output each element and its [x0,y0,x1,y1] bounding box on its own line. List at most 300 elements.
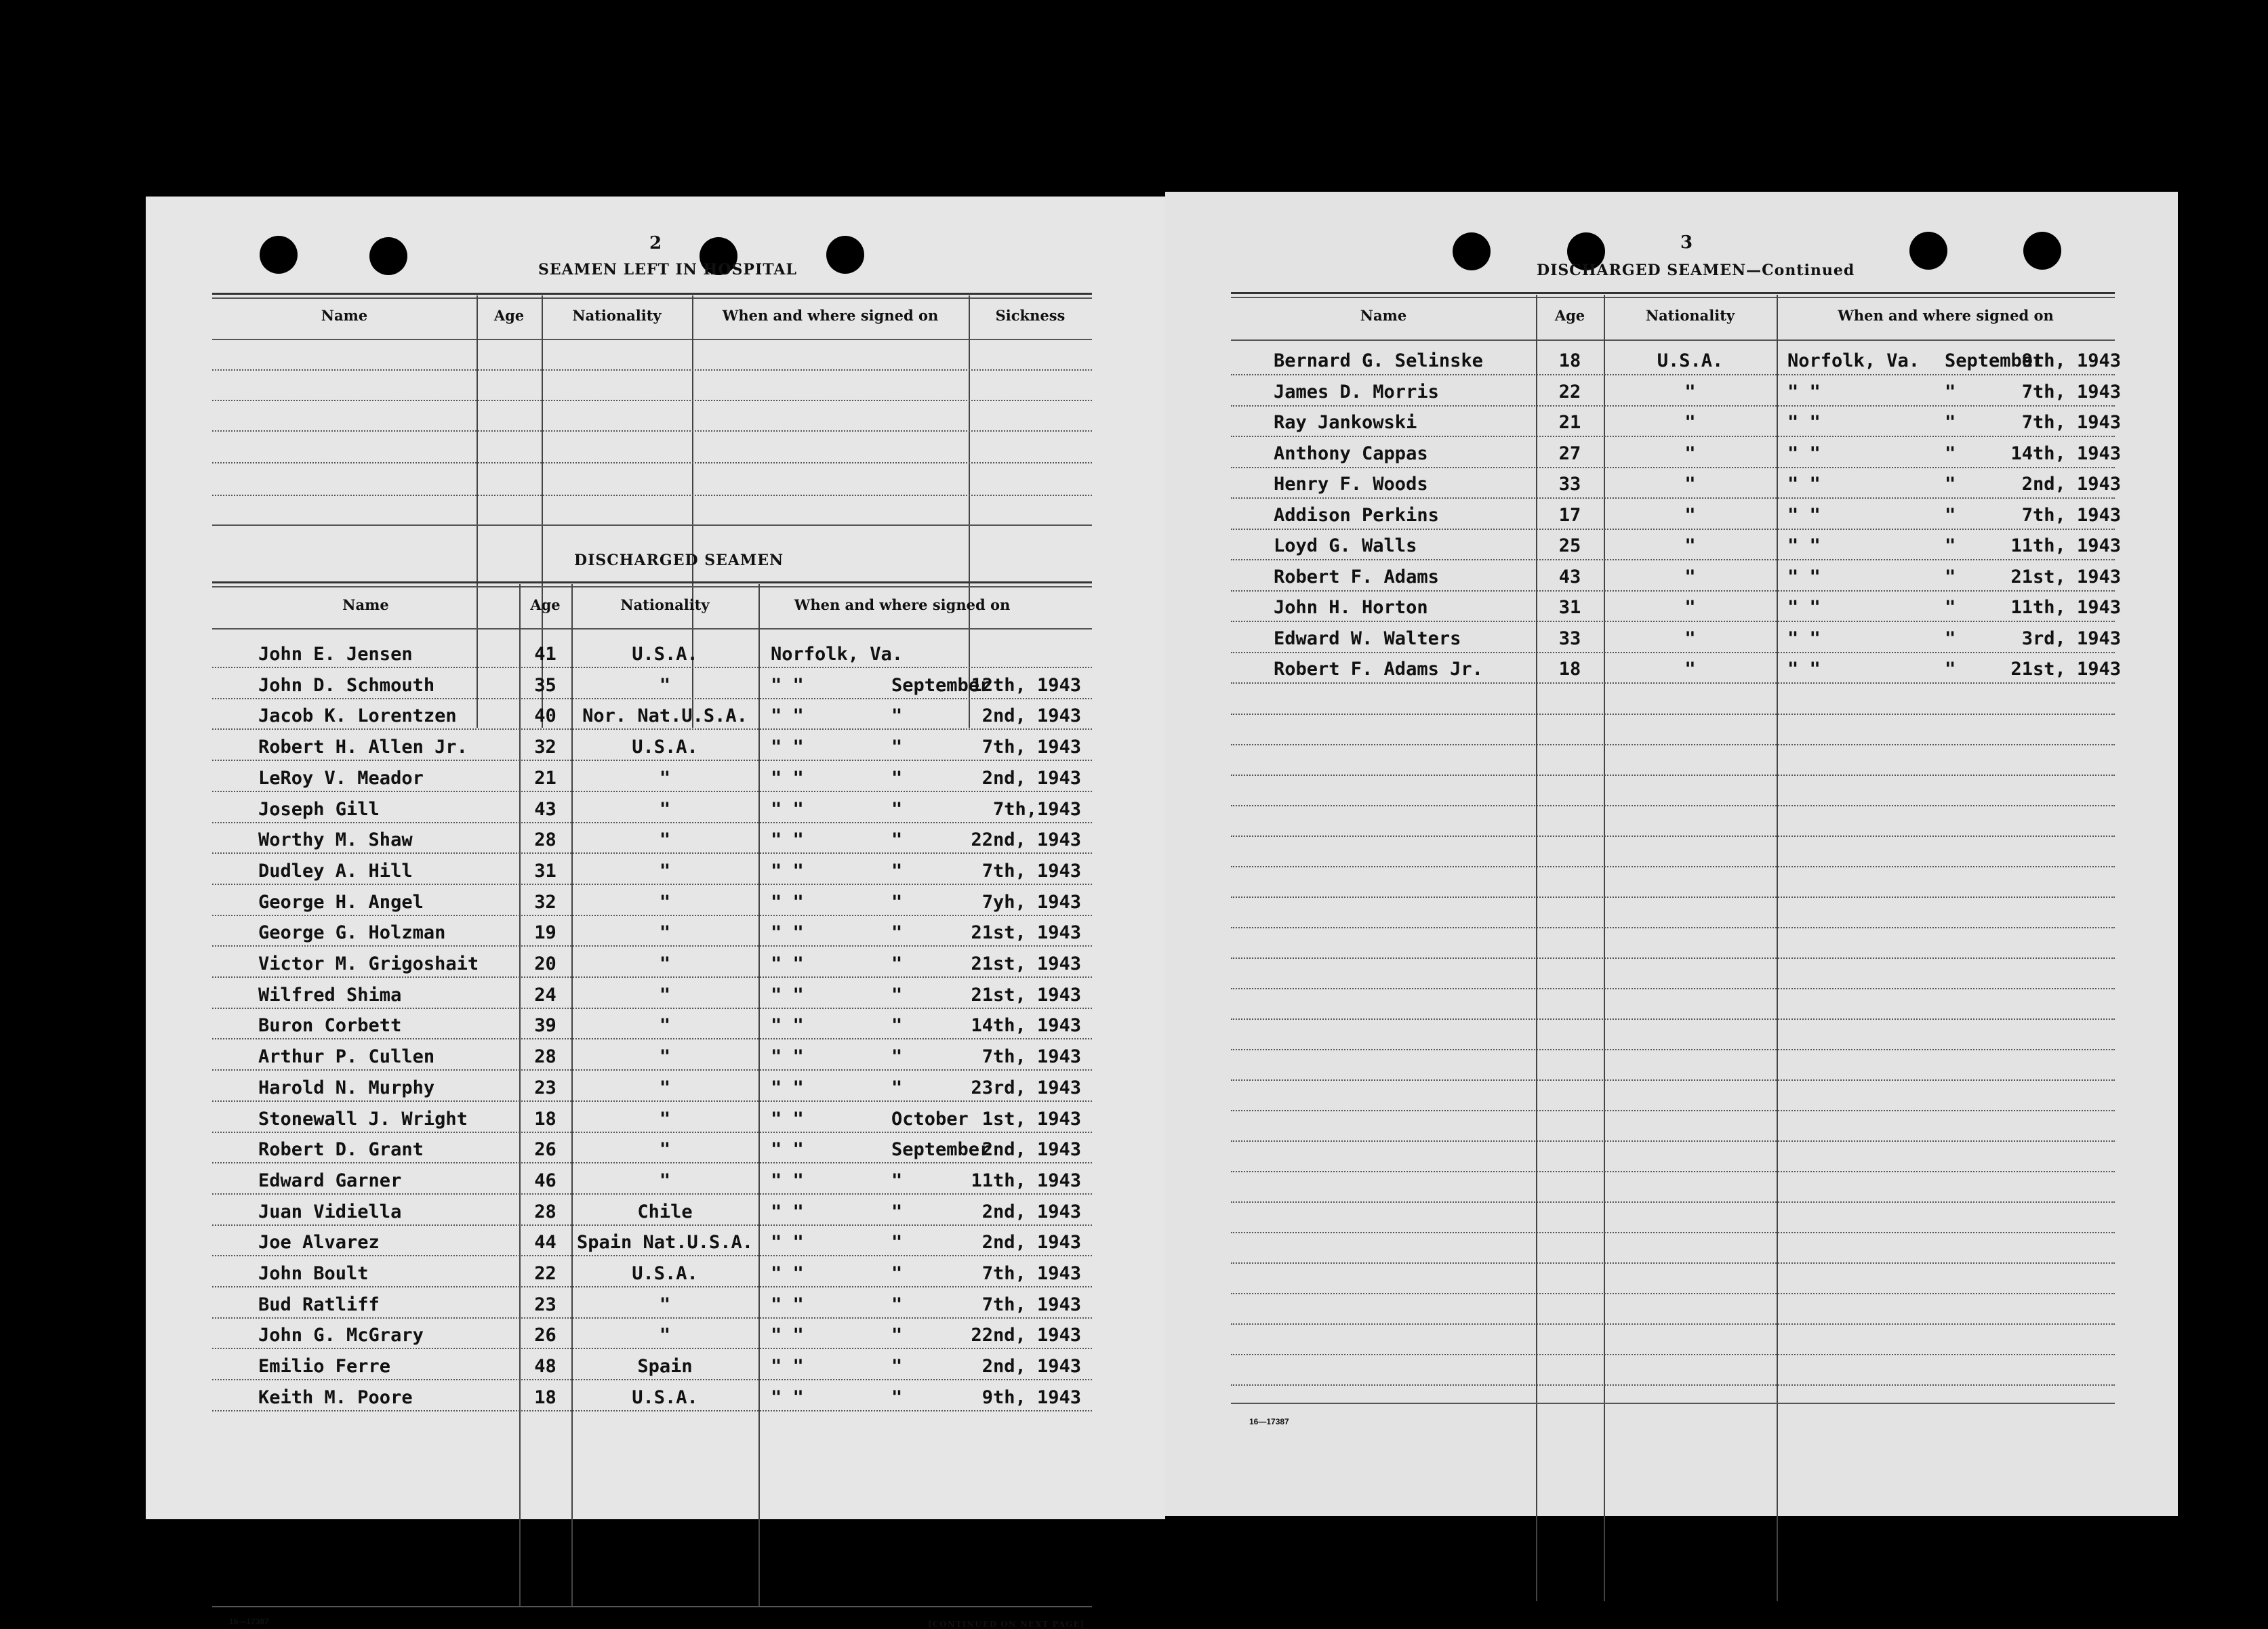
signed-on-month: " [891,737,903,758]
seaman-name: John Boult [258,1263,369,1284]
seaman-name: Joe Alvarez [258,1232,380,1253]
signed-on-date: 7yh, 1943 [981,892,1081,913]
seaman-age: 44 [534,1232,556,1253]
ruled-line [212,1132,1092,1133]
discharged-continued-title: DISCHARGED SEAMEN—Continued [1537,262,1855,279]
seaman-age: 33 [1558,628,1581,649]
seaman-age: 27 [1558,443,1581,464]
seaman-nationality: " [1684,628,1696,649]
seaman-age: 32 [534,892,556,913]
column-divider [969,295,970,728]
signed-on-place: " " [1787,659,1821,680]
ruled-line [212,915,1092,916]
ruled-line [1231,1323,2115,1325]
seaman-age: 28 [534,1046,556,1067]
signed-on-place: " " [771,1294,804,1315]
seaman-name: Addison Perkins [1274,505,1439,526]
signed-on-place: " " [1787,382,1821,403]
signed-on-place: " " [771,737,804,758]
seaman-nationality: Nor. Nat.U.S.A. [582,705,748,726]
signed-on-date: 7th, 1943 [2021,412,2121,433]
signed-on-date: 21st, 1943 [2010,659,2121,680]
seaman-nationality: U.S.A. [632,1263,698,1284]
signed-on-place: " " [771,953,804,974]
signed-on-date: 21st, 1943 [971,985,1081,1006]
signed-on-month: " [891,829,903,850]
seaman-name: Robert H. Allen Jr. [258,737,468,758]
seaman-age: 23 [534,1077,556,1098]
ruled-line [212,1008,1092,1009]
seaman-nationality: " [1684,474,1696,495]
signed-on-place: " " [1787,443,1821,464]
seaman-age: 32 [534,737,556,758]
table-rule [212,297,1092,299]
seaman-nationality: U.S.A. [1657,350,1724,371]
signed-on-place: " " [1787,628,1821,649]
seaman-nationality: Spain [637,1356,693,1377]
signed-on-month: " [891,953,903,974]
signed-on-month: " [1945,505,1956,526]
seaman-nationality: " [1684,566,1696,587]
seaman-age: 48 [534,1356,556,1377]
signed-on-place: " " [771,1077,804,1098]
seaman-age: 23 [534,1294,556,1315]
signed-on-month: " [1945,597,1956,618]
signed-on-month: " [1945,566,1956,587]
ruled-line [1231,805,2115,806]
signed-on-month: September [1945,350,2044,371]
signed-on-month: September [891,675,991,696]
signed-on-place: " " [1787,566,1821,587]
ruled-line [212,1379,1092,1380]
seaman-name: Robert F. Adams Jr. [1274,659,1483,680]
seaman-age: 26 [534,1139,556,1160]
table-rule [212,524,1092,526]
ruled-line [212,760,1092,761]
seaman-name: Robert F. Adams [1274,566,1439,587]
column-divider [477,295,478,728]
ruled-line [1231,775,2115,776]
signed-on-place: " " [771,892,804,913]
seaman-name: Edward W. Walters [1274,628,1461,649]
ruled-line [1231,1049,2115,1050]
seaman-nationality: " [659,985,671,1006]
seaman-name: John D. Schmouth [258,675,435,696]
seaman-age: 18 [534,1109,556,1130]
seaman-age: 19 [534,922,556,943]
seaman-nationality: " [659,829,671,850]
ruled-line [1231,1262,2115,1264]
ruled-line [1231,497,2115,499]
table-rule [212,339,1092,340]
ruled-line [212,1069,1092,1071]
form-number: 16—17387 [1249,1417,1289,1426]
signed-on-place: Norfolk, Va. [1787,350,1920,371]
table-rule [212,628,1092,630]
table-rule [1231,297,2115,298]
seaman-name: Stonewall J. Wright [258,1109,468,1130]
signed-on-date: 9th, 1943 [981,1387,1081,1408]
ruled-line [212,1224,1092,1226]
signed-on-place: " " [1787,474,1821,495]
ruled-line [1231,896,2115,898]
signed-on-place: " " [1787,505,1821,526]
seaman-age: 35 [534,675,556,696]
ruled-line [1231,957,2115,959]
signed-on-month: " [1945,443,1956,464]
binder-hole [1453,232,1491,270]
seaman-name: Arthur P. Cullen [258,1046,435,1067]
signed-on-place: " " [771,1263,804,1284]
col-header-nationality: Nationality [572,307,662,324]
signed-on-date: 21st, 1943 [971,953,1081,974]
signed-on-place: " " [1787,597,1821,618]
seaman-nationality: " [1684,505,1696,526]
ruled-line [212,1255,1092,1256]
signed-on-date: 2nd, 1943 [981,1139,1081,1160]
seaman-name: James D. Morris [1274,382,1439,403]
seaman-age: 21 [534,768,556,789]
table-rule [212,293,1092,295]
seaman-age: 39 [534,1015,556,1036]
seaman-nationality: " [1684,597,1696,618]
signed-on-place: " " [771,799,804,820]
ruled-line [1231,866,2115,867]
signed-on-month: " [1945,628,1956,649]
seaman-nationality: " [659,1015,671,1036]
signed-on-date: 7th, 1943 [981,1046,1081,1067]
ruled-line [1231,927,2115,928]
table-rule [1231,339,2115,341]
signed-on-date: 7th, 1943 [2021,382,2121,403]
seaman-nationality: U.S.A. [632,644,698,665]
signed-on-place: " " [1787,412,1821,433]
signed-on-place: " " [771,1139,804,1160]
ruled-line [212,667,1092,668]
ruled-line [212,728,1092,730]
page-number: 2 [649,233,662,253]
seaman-age: 31 [534,861,556,882]
seaman-name: John G. McGrary [258,1325,424,1346]
ruled-line [1231,405,2115,407]
seaman-name: Worthy M. Shaw [258,829,413,850]
ruled-line [1231,621,2115,622]
column-divider [1777,295,1778,1601]
seaman-age: 17 [1558,505,1581,526]
signed-on-place: " " [771,675,804,696]
seaman-name: George G. Holzman [258,922,446,943]
ruled-line [1231,1079,2115,1081]
seaman-nationality: " [659,768,671,789]
signed-on-place: " " [771,705,804,726]
signed-on-place: " " [771,1109,804,1130]
signed-on-date: 12th, 1943 [971,675,1081,696]
signed-on-month: " [891,1294,903,1315]
signed-on-month: " [891,861,903,882]
signed-on-date: 14th, 1943 [2010,443,2121,464]
ruled-line [1231,1354,2115,1355]
seaman-nationality: U.S.A. [632,737,698,758]
signed-on-date: 7th, 1943 [981,861,1081,882]
ruled-line [212,1348,1092,1349]
seaman-name: John E. Jensen [258,644,413,665]
binder-hole [260,236,298,274]
ruled-line [212,976,1092,978]
seaman-age: 18 [1558,350,1581,371]
seaman-nationality: " [659,1170,671,1191]
left-page [146,197,1165,1629]
seaman-age: 43 [1558,566,1581,587]
signed-on-date: 2nd, 1943 [981,705,1081,726]
signed-on-place: " " [771,1356,804,1377]
ruled-line [1231,988,2115,989]
page-number: 3 [1680,232,1693,253]
column-divider [758,584,760,1606]
seaman-name: Bud Ratliff [258,1294,380,1315]
seaman-name: Loyd G. Walls [1274,535,1417,556]
col-header-age: Age [530,596,561,613]
signed-on-place: " " [771,861,804,882]
signed-on-place: " " [771,985,804,1006]
seaman-nationality: U.S.A. [632,1387,698,1408]
signed-on-date: 7th, 1943 [2021,505,2121,526]
seaman-nationality: " [659,799,671,820]
hospital-section-title: SEAMEN LEFT IN HOSPITAL [538,261,797,279]
signed-on-month: " [891,705,903,726]
seaman-age: 22 [1558,382,1581,403]
signed-on-month: October [891,1109,969,1130]
seaman-name: George H. Angel [258,892,424,913]
seaman-name: LeRoy V. Meador [258,768,424,789]
signed-on-month: " [1945,659,1956,680]
ruled-line [212,369,1092,371]
signed-on-date: 23rd, 1943 [971,1077,1081,1098]
ruled-line [1231,836,2115,837]
ruled-line [1231,1201,2115,1203]
seaman-name: Juan Vidiella [258,1201,402,1222]
ruled-line [1231,559,2115,560]
signed-on-date: 2nd, 1943 [981,1232,1081,1253]
signed-on-date: 22nd, 1943 [971,1325,1081,1346]
seaman-nationality: " [659,1139,671,1160]
seaman-age: 18 [1558,659,1581,680]
signed-on-place: " " [771,1170,804,1191]
signed-on-month: " [1945,474,1956,495]
ruled-line [1231,374,2115,375]
signed-on-date: 7th,1943 [992,799,1081,820]
signed-on-month: " [891,1263,903,1284]
ruled-line [212,462,1092,463]
seaman-name: Robert D. Grant [258,1139,424,1160]
ruled-line [1231,1384,2115,1386]
signed-on-place: " " [1787,535,1821,556]
signed-on-month: " [891,892,903,913]
signed-on-date: 7th, 1943 [981,737,1081,758]
col-header-name: Name [1360,307,1407,324]
col-header-sickness: Sickness [995,307,1066,324]
seaman-nationality: " [659,1109,671,1130]
signed-on-date: 14th, 1943 [971,1015,1081,1036]
signed-on-month: " [891,1356,903,1377]
signed-on-month: " [1945,535,1956,556]
table-rule [212,586,1092,587]
ruled-line [212,791,1092,792]
col-header-signed-on: When and where signed on [1838,307,2054,324]
ruled-line [212,852,1092,854]
seaman-name: Bernard G. Selinske [1274,350,1483,371]
form-number: 16—17387 [229,1617,269,1626]
seaman-age: 40 [534,705,556,726]
signed-on-month: " [891,799,903,820]
seaman-age: 43 [534,799,556,820]
signed-on-place: " " [771,1232,804,1253]
seaman-nationality: " [659,675,671,696]
ruled-line [1231,1140,2115,1142]
seaman-name: Dudley A. Hill [258,861,413,882]
table-rule [212,1606,1092,1607]
signed-on-month: " [891,985,903,1006]
ruled-line [212,1193,1092,1195]
ruled-line [212,430,1092,432]
discharged-section-title: DISCHARGED SEAMEN [574,552,784,569]
col-header-signed-on: When and where signed on [722,307,939,324]
ruled-line [1231,1110,2115,1111]
col-header-age: Age [1554,307,1585,324]
ruled-line [1231,652,2115,653]
ruled-line [212,495,1092,496]
ruled-line [212,698,1092,699]
ruled-line [212,822,1092,823]
seaman-age: 25 [1558,535,1581,556]
seaman-nationality: " [659,1294,671,1315]
seaman-nationality: " [659,953,671,974]
signed-on-month: " [891,1201,903,1222]
seaman-name: Emilio Ferre [258,1356,391,1377]
ruled-line [212,945,1092,947]
seaman-name: Wilfred Shima [258,985,402,1006]
signed-on-month: " [891,1170,903,1191]
signed-on-place: " " [771,1325,804,1346]
seaman-name: Edward Garner [258,1170,402,1191]
ruled-line [1231,1232,2115,1233]
col-header-nationality: Nationality [620,596,710,613]
seaman-name: Victor M. Grigoshait [258,953,479,974]
binder-hole [2023,232,2061,270]
signed-on-date: 2nd, 1943 [981,1356,1081,1377]
col-header-name: Name [342,596,389,613]
signed-on-date: 3rd, 1943 [2021,628,2121,649]
seaman-nationality: " [659,1077,671,1098]
ruled-line [212,1162,1092,1163]
seaman-age: 31 [1558,597,1581,618]
seaman-name: Jacob K. Lorentzen [258,705,457,726]
signed-on-place: " " [771,1201,804,1222]
signed-on-month: " [891,1015,903,1036]
seaman-nationality: " [1684,443,1696,464]
seaman-nationality: " [659,861,671,882]
signed-on-month: " [891,1325,903,1346]
seaman-name: Harold N. Murphy [258,1077,435,1098]
signed-on-date: 9th, 1943 [2021,350,2121,371]
seaman-age: 46 [534,1170,556,1191]
signed-on-place: " " [771,1387,804,1408]
signed-on-date: 2nd, 1943 [981,768,1081,789]
ruled-line [1231,744,2115,745]
signed-on-date: 21st, 1943 [2010,566,2121,587]
table-rule [1231,1403,2115,1404]
signed-on-date: 11th, 1943 [2010,535,2121,556]
ruled-line [212,1286,1092,1287]
ruled-line [212,1038,1092,1039]
signed-on-month: " [891,922,903,943]
seaman-nationality: " [1684,535,1696,556]
seaman-age: 26 [534,1325,556,1346]
signed-on-date: 1st, 1943 [981,1109,1081,1130]
seaman-nationality: Spain Nat.U.S.A. [576,1232,754,1253]
col-header-age: Age [493,307,525,324]
signed-on-date: 11th, 1943 [2010,597,2121,618]
ruled-line [1231,682,2115,684]
signed-on-month: September [891,1139,991,1160]
signed-on-month: " [891,1046,903,1067]
signed-on-date: 11th, 1943 [971,1170,1081,1191]
seaman-name: Buron Corbett [258,1015,402,1036]
table-rule [212,581,1092,583]
signed-on-month: " [891,768,903,789]
continued-note: [CONTINUED ON NEXT PAGE] [928,1620,1085,1629]
seaman-age: 28 [534,1201,556,1222]
seaman-name: Anthony Cappas [1274,443,1428,464]
signed-on-month: " [891,1387,903,1408]
ruled-line [212,400,1092,401]
signed-on-place: " " [771,768,804,789]
seaman-name: Ray Jankowski [1274,412,1417,433]
seaman-name: Joseph Gill [258,799,380,820]
seaman-age: 33 [1558,474,1581,495]
ruled-line [1231,1171,2115,1172]
seaman-name: Henry F. Woods [1274,474,1428,495]
signed-on-date: 2nd, 1943 [2021,474,2121,495]
seaman-age: 24 [534,985,556,1006]
table-rule [1231,292,2115,294]
ruled-line [212,884,1092,885]
col-header-signed-on: When and where signed on [794,596,1011,613]
signed-on-place: " " [771,922,804,943]
signed-on-place: " " [771,1015,804,1036]
seaman-nationality: " [659,1046,671,1067]
signed-on-month: " [891,1077,903,1098]
seaman-age: 20 [534,953,556,974]
col-header-name: Name [321,307,368,324]
ruled-line [1231,529,2115,530]
signed-on-place: Norfolk, Va. [771,644,904,665]
seaman-name: Keith M. Poore [258,1387,413,1408]
seaman-nationality: " [659,892,671,913]
ruled-line [1231,590,2115,592]
ruled-line [1231,436,2115,437]
seaman-name: John H. Horton [1274,597,1428,618]
binder-hole [1909,232,1947,270]
ruled-line [1231,1293,2115,1294]
seaman-nationality: " [1684,412,1696,433]
ruled-line [212,1100,1092,1102]
seaman-nationality: " [1684,659,1696,680]
signed-on-date: 22nd, 1943 [971,829,1081,850]
signed-on-month: " [891,1232,903,1253]
seaman-nationality: " [1684,382,1696,403]
binder-hole [826,236,864,274]
seaman-age: 28 [534,829,556,850]
